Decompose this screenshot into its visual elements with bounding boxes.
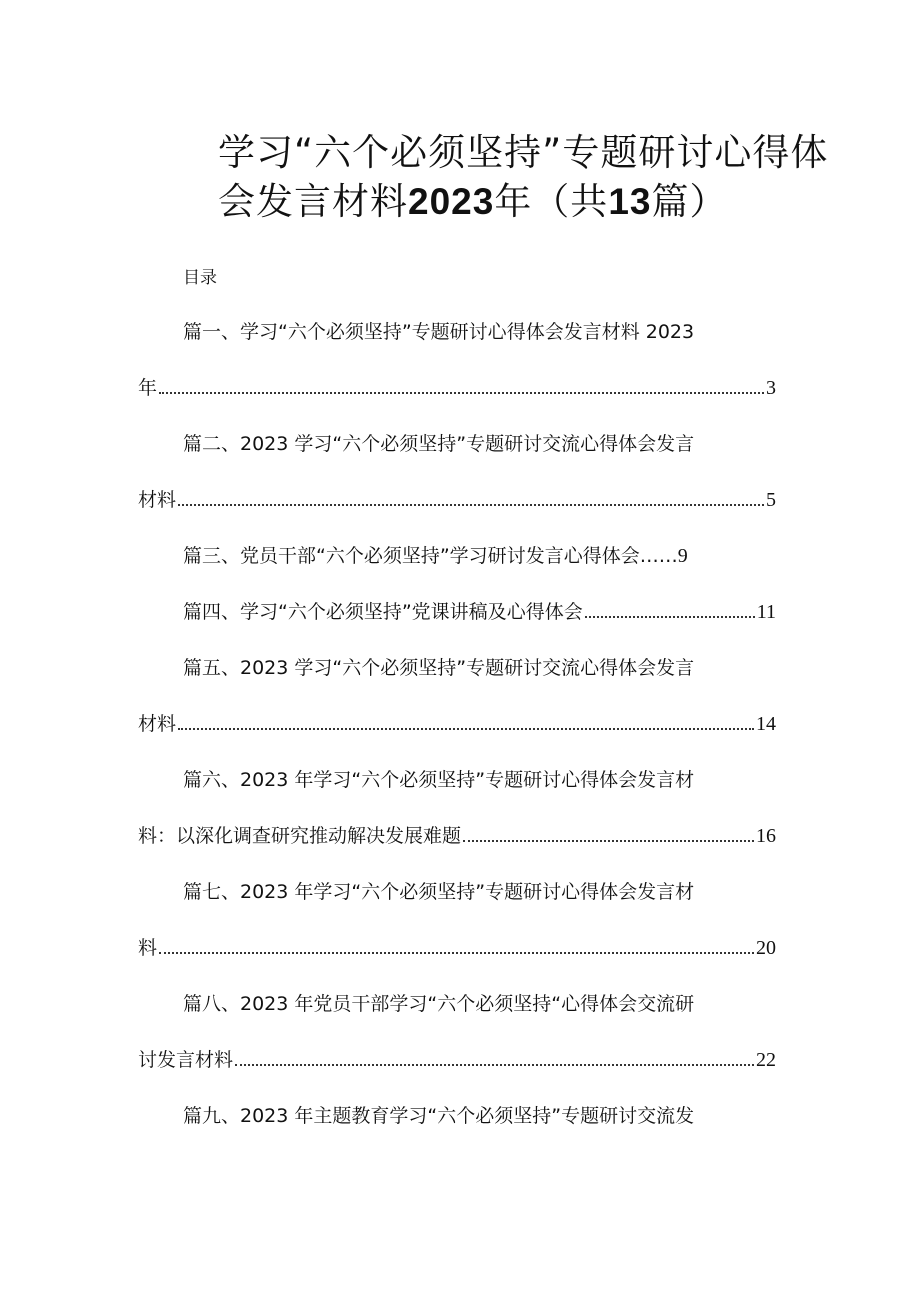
toc-entry-text: 讨发言材料 (138, 1049, 234, 1071)
toc-page-number: 9 (677, 545, 688, 567)
toc-entry-7-line2[interactable] (138, 935, 776, 961)
document-title (218, 128, 838, 226)
toc-entry-2-line1[interactable]: 篇二、2023 学习“六个必须坚持”专题研讨交流心得体会发言 (183, 433, 695, 455)
toc-page-number: 16 (756, 825, 776, 847)
toc-entry-1-line2[interactable] (138, 375, 776, 401)
dot-leader (463, 840, 754, 842)
toc-entry-3[interactable] (183, 543, 738, 569)
toc-entry-text: 材料 (138, 489, 177, 511)
toc-page-number: 14 (756, 713, 776, 735)
toc-heading: 目录 (183, 268, 217, 288)
toc-entry-text: 料：以深化调查研究推动解决发展难题 (138, 825, 462, 847)
dot-leader (235, 1064, 754, 1066)
dot-leader (178, 504, 764, 506)
dot-leader (178, 728, 754, 730)
toc-entry-7-line1[interactable]: 篇七、2023 年学习“六个必须坚持”专题研讨心得体会发言材 (183, 881, 695, 903)
dot-leader (159, 392, 764, 394)
toc-entry-6-line1[interactable]: 篇六、2023 年学习“六个必须坚持”专题研讨心得体会发言材 (183, 769, 695, 791)
toc-entry-text: 料 (138, 937, 158, 959)
toc-entry-text: 篇四、学习“六个必须坚持”党课讲稿及心得体会 (183, 601, 583, 623)
toc-entry-5-line1[interactable]: 篇五、2023 学习“六个必须坚持”专题研讨交流心得体会发言 (183, 657, 695, 679)
toc-entry-4[interactable] (183, 599, 776, 625)
toc-entry-text: 材料 (138, 713, 177, 735)
title-text: 篇） (651, 180, 728, 223)
toc-entry-9-line1[interactable]: 篇九、2023 年主题教育学习“六个必须坚持”专题研讨交流发 (183, 1105, 695, 1127)
title-line1: 学习“六个必须坚持”专题研讨心得体 (218, 131, 829, 174)
toc-entry-2-line2[interactable] (138, 487, 776, 513)
toc-page-number: 20 (756, 937, 776, 959)
toc-page-number: 3 (766, 377, 776, 399)
toc-entry-1-line1[interactable]: 篇一、学习“六个必须坚持”专题研讨心得体会发言材料 2023 (183, 321, 695, 343)
title-count: 13 (608, 181, 652, 222)
toc-page-number: 5 (766, 489, 776, 511)
toc-entry-8-line1[interactable]: 篇八、2023 年党员干部学习“六个必须坚持“心得体会交流研 (183, 993, 695, 1015)
title-year: 2023 (408, 181, 495, 222)
toc-page-number: 11 (756, 601, 776, 623)
title-text: 会发言材料 (218, 180, 408, 223)
dot-leader (159, 952, 754, 954)
toc-entry-5-line2[interactable] (138, 711, 776, 737)
toc-entry-6-line2[interactable] (138, 823, 776, 849)
toc-entry-text: 年 (138, 377, 158, 399)
toc-page-number: 22 (756, 1049, 776, 1071)
toc-entry-8-line2[interactable] (138, 1047, 776, 1073)
dot-leader (585, 616, 755, 618)
toc-entry-text: 篇三、党员干部“六个必须坚持”学习研讨发言心得体会…… (183, 545, 678, 567)
title-text: 年（共 (494, 180, 609, 223)
